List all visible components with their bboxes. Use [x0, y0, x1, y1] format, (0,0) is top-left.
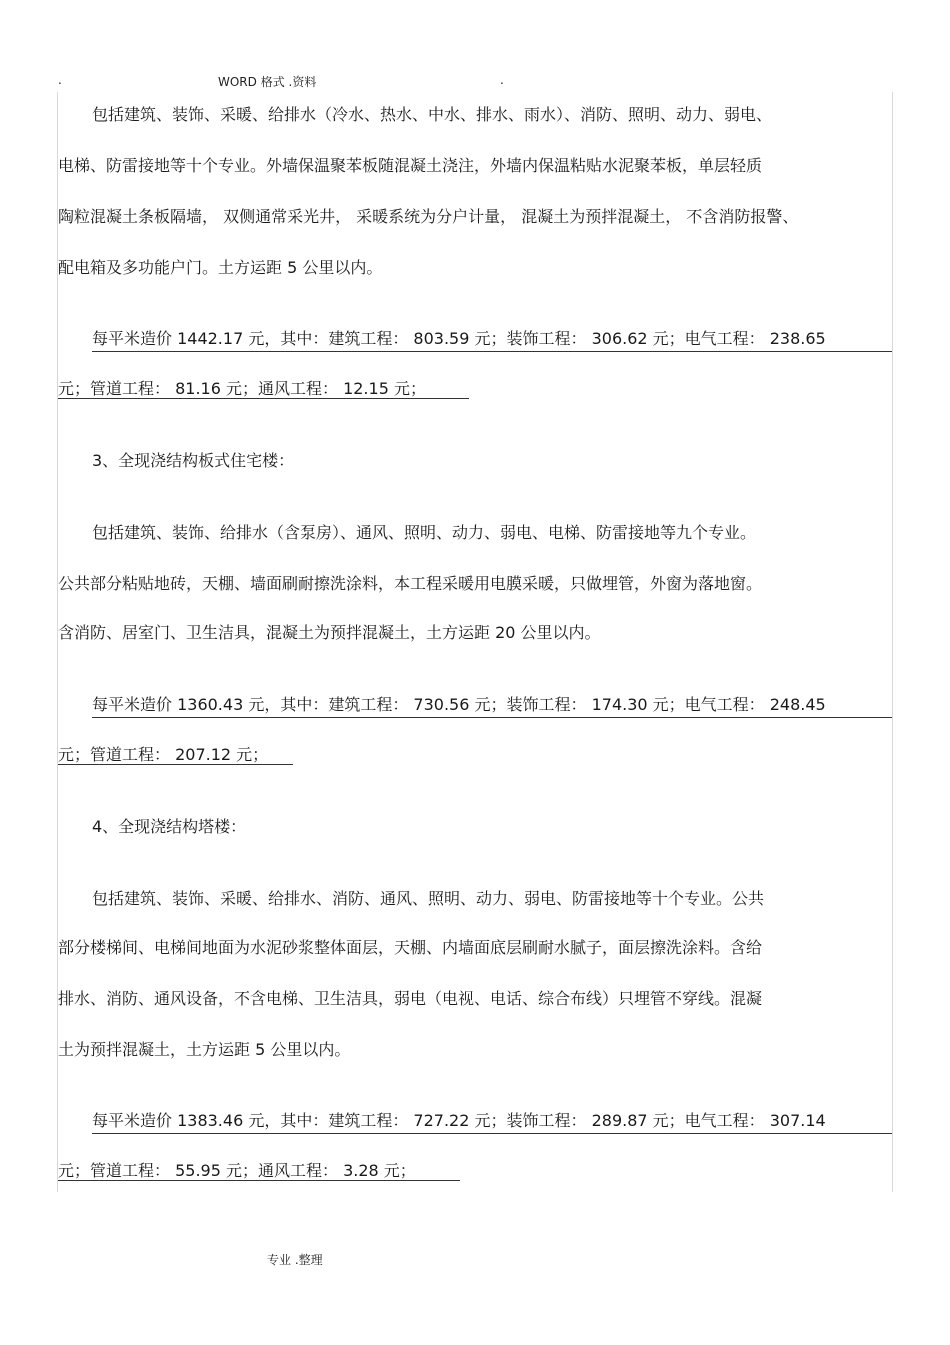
page-header: [58, 73, 518, 91]
underline: [58, 764, 293, 765]
page-footer: 专业 .整理: [267, 1253, 323, 1267]
underline: [58, 398, 469, 399]
paragraph-line: 包括建筑、装饰、采暖、给排水（冷水、热水、中水、排水、雨水）、消防、照明、动力、弱电、: [92, 105, 773, 124]
section-heading: 3、全现浇结构板式住宅楼：: [92, 451, 295, 470]
page-right-border: [892, 92, 893, 1192]
paragraph-line: 部分楼梯间、电梯间地面为水泥砂浆整体面层，天棚、内墙面底层刷耐水腻子，面层擦洗涂料。含给: [58, 938, 763, 957]
paragraph-line: 含消防、居室门、卫生洁具，混凝土为预拌混凝土，土方运距 20 公里以内。: [58, 623, 601, 642]
header-title: WORD 格式 .资料: [218, 75, 317, 89]
header-dot-left: .: [58, 73, 62, 87]
cost-summary-line: 元；管道工程： 81.16 元；通风工程： 12.15 元；: [58, 379, 426, 398]
underline: [92, 351, 892, 352]
underline: [92, 1133, 892, 1134]
cost-summary-line: 每平米造价 1442.17 元，其中：建筑工程： 803.59 元；装饰工程： 306.62 元；电气工程： 238.65: [92, 329, 826, 348]
header-dot-right: .: [500, 73, 504, 87]
paragraph-line: 公共部分粘贴地砖，天棚、墙面刷耐擦洗涂料，本工程采暖用电膜采暖，只做埋管，外窗为落地窗。: [58, 574, 763, 593]
paragraph-line: 陶粒混凝土条板隔墙， 双侧通常采光井， 采暖系统为分户计量， 混凝土为预拌混凝土， 不含消防报警、: [58, 207, 799, 226]
cost-summary-line: 元；管道工程： 207.12 元；: [58, 745, 269, 764]
cost-summary-line: 每平米造价 1360.43 元，其中：建筑工程： 730.56 元；装饰工程： 174.30 元；电气工程： 248.45: [92, 695, 826, 714]
paragraph-line: 土为预拌混凝土，土方运距 5 公里以内。: [58, 1040, 351, 1059]
paragraph-line: 配电箱及多功能户门。土方运距 5 公里以内。: [58, 258, 383, 277]
underline: [58, 1180, 460, 1181]
section-heading: 4、全现浇结构塔楼：: [92, 817, 247, 836]
underline: [92, 717, 892, 718]
cost-summary-line: 每平米造价 1383.46 元，其中：建筑工程： 727.22 元；装饰工程： 289.87 元；电气工程： 307.14: [92, 1111, 826, 1130]
cost-summary-line: 元；管道工程： 55.95 元；通风工程： 3.28 元；: [58, 1161, 416, 1180]
paragraph-line: 包括建筑、装饰、给排水（含泵房）、通风、照明、动力、弱电、电梯、防雷接地等九个专业。: [92, 523, 757, 542]
paragraph-line: 电梯、防雷接地等十个专业。外墙保温聚苯板随混凝土浇注，外墙内保温粘贴水泥聚苯板，单层轻质: [58, 156, 763, 175]
paragraph-line: 包括建筑、装饰、采暖、给排水、消防、通风、照明、动力、弱电、防雷接地等十个专业。公共: [92, 889, 765, 908]
paragraph-line: 排水、消防、通风设备，不含电梯、卫生洁具，弱电（电视、电话、综合布线）只埋管不穿线。混凝: [58, 989, 763, 1008]
